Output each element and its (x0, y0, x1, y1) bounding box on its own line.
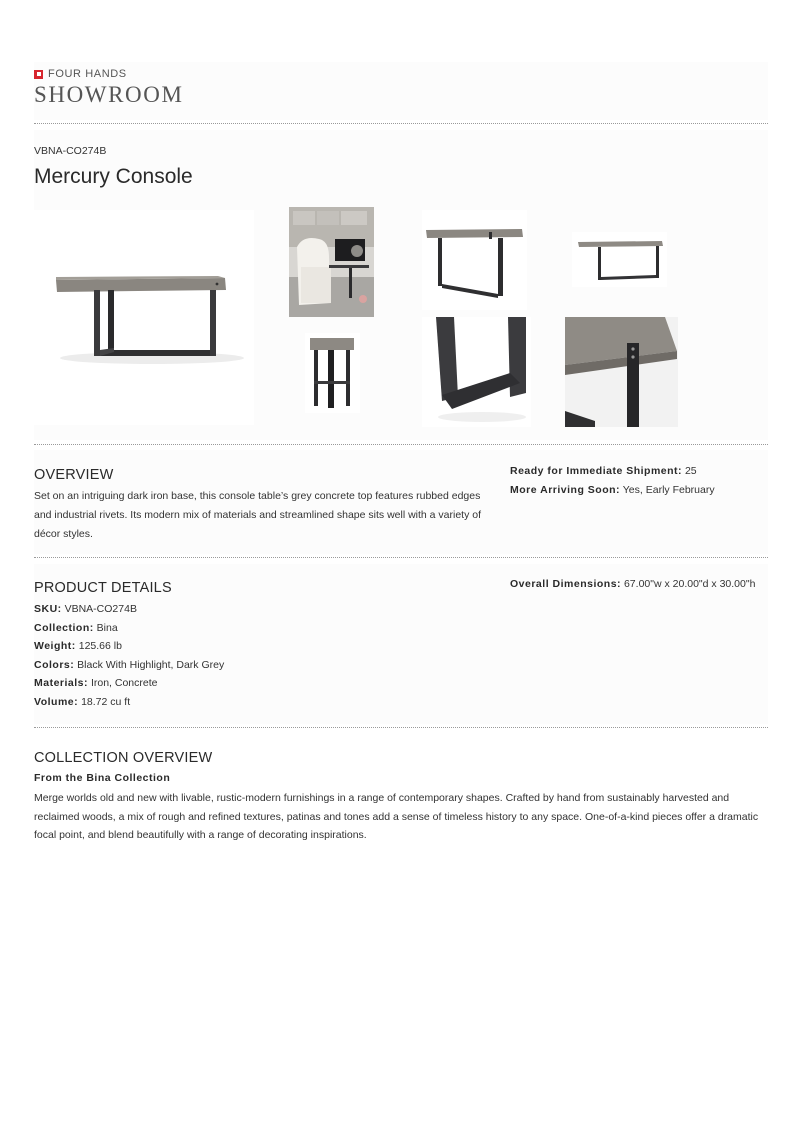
console-far-angle-photo (572, 232, 667, 287)
room-scene-photo (289, 207, 374, 317)
brand-logo (34, 68, 127, 80)
console-side-image (305, 333, 360, 413)
console-side-photo (305, 333, 360, 413)
base-detail-photo (422, 317, 531, 427)
detail-colors (34, 656, 454, 675)
shipment-info (510, 462, 770, 499)
top-corner-image (565, 317, 678, 427)
dimensions-label: Overall Dimensions: (510, 578, 622, 590)
detail-value: Bina (96, 621, 118, 634)
detail-label: Colors: (34, 658, 75, 671)
console-angle-image (422, 210, 527, 310)
overview-text: Set on an intriguing dark iron base, this console table’s grey concrete top features rubbed edges and industrial rivets. Its modern mix of materials and streamlined shape sits well with a variety of décor styles. (34, 490, 482, 540)
divider (34, 727, 768, 728)
detail-value: Black With Highlight, Dark Grey (77, 658, 225, 671)
brand-square-icon (34, 70, 43, 79)
detail-label: Materials: (34, 677, 89, 689)
base-detail-image (422, 317, 531, 427)
divider (34, 444, 768, 445)
details-heading: PRODUCT DETAILS (34, 580, 172, 596)
shipment-ready-value: 25 (684, 465, 697, 477)
overall-dimensions (510, 575, 768, 594)
collection-subheading: From the Bina Collection (34, 772, 171, 784)
detail-value: Iron, Concrete (90, 677, 158, 689)
detail-label: SKU: (34, 603, 62, 615)
collection-text: Merge worlds old and new with livable, rustic-modern furnishings in a range of contemporary shapes. Crafted by hand from sustainably harvested and reclaimed woods, a mix of rough and refined textures, patinas and tones add a sense of timeless history to any space. One-of-a-kind pieces offer a dramatic focal point, and blend beautifully with a range of decorating inspirations. (34, 792, 759, 841)
top-corner-photo (565, 317, 678, 427)
shipment-ready (510, 462, 770, 481)
detail-sku (34, 600, 454, 619)
shipment-arriving (510, 481, 770, 500)
detail-weight (34, 637, 454, 656)
details-list (34, 600, 454, 711)
product-image-main (34, 210, 254, 425)
detail-value: VBNA-CO274B (64, 603, 137, 615)
detail-materials (34, 674, 454, 693)
divider (34, 557, 768, 558)
product-code: VBNA-CO274B (34, 145, 107, 157)
collection-heading: COLLECTION OVERVIEW (34, 750, 213, 766)
console-angle-photo (422, 210, 527, 310)
detail-label: Weight: (34, 640, 76, 652)
page-title: Mercury Console (34, 165, 193, 188)
shipment-ready-label: Ready for Immediate Shipment: (510, 465, 683, 477)
shipment-arriving-value: Yes, Early February (622, 483, 715, 496)
detail-value: 125.66 lb (78, 640, 122, 652)
shipment-arriving-label: More Arriving Soon: (510, 483, 621, 496)
detail-collection (34, 619, 454, 638)
room-scene-image (289, 207, 374, 317)
detail-label: Collection: (34, 621, 94, 634)
detail-value: 18.72 cu ft (81, 695, 131, 708)
detail-label: Volume: (34, 695, 79, 708)
showroom-title: SHOWROOM (34, 82, 184, 107)
divider (34, 123, 768, 124)
console-far-angle-image (572, 232, 667, 287)
overview-heading: OVERVIEW (34, 467, 114, 483)
dimensions-value: 67.00"w x 20.00"d x 30.00"h (623, 578, 756, 590)
brand-name: FOUR HANDS (48, 68, 127, 80)
console-front-image (34, 210, 254, 425)
detail-volume (34, 693, 454, 712)
